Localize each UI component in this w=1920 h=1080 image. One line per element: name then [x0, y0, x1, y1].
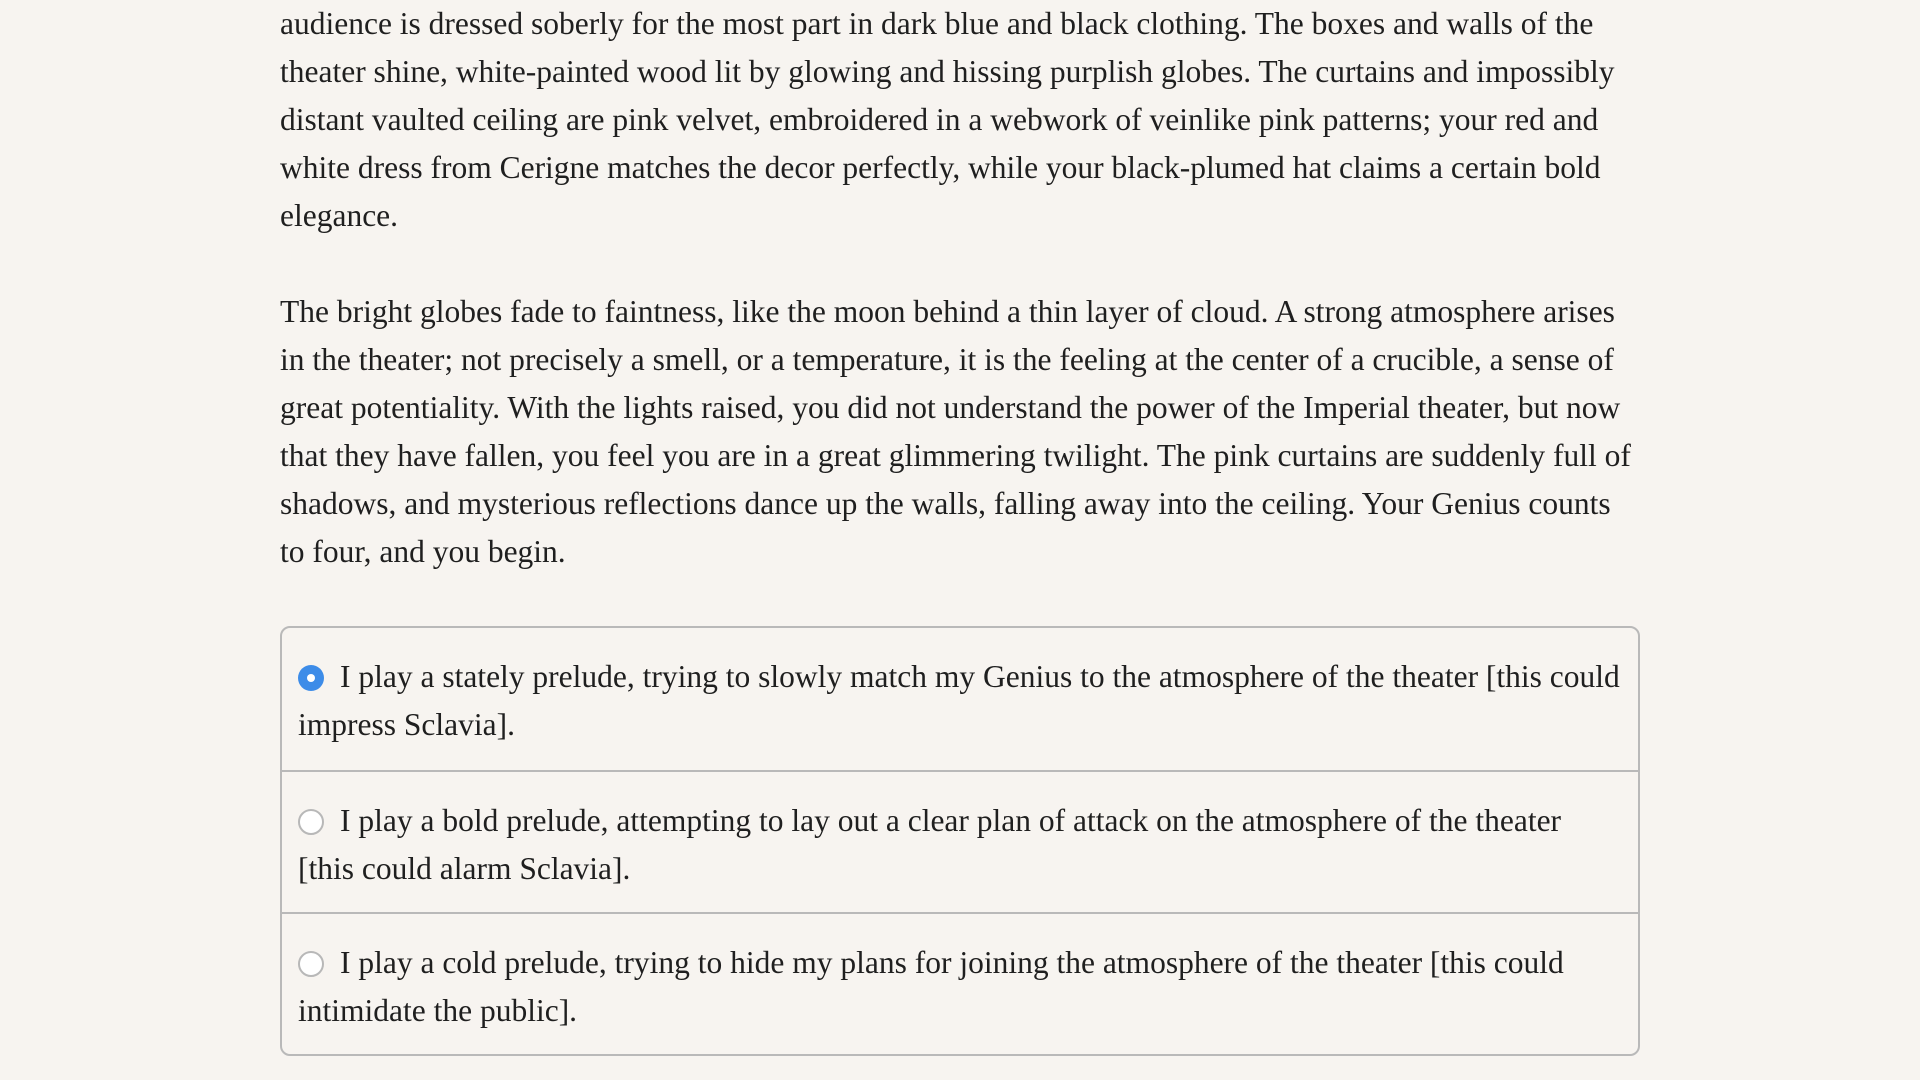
choice-option-cold-prelude[interactable] [282, 912, 1638, 1054]
choice-list [280, 626, 1640, 1056]
radio-unselected-icon[interactable] [298, 809, 324, 835]
choice-label: I play a stately prelude, trying to slowly match my Genius to the atmosphere of the theater [this could impress Sclavia]. [298, 659, 1620, 742]
choice-option-bold-prelude[interactable] [282, 770, 1638, 912]
choice-label: I play a cold prelude, trying to hide my plans for joining the atmosphere of the theater [this could intimidate the public]. [298, 945, 1564, 1028]
radio-selected-icon[interactable] [298, 665, 324, 691]
choice-option-stately-prelude[interactable] [282, 628, 1638, 770]
choice-label: I play a bold prelude, attempting to lay out a clear plan of attack on the atmosphere of the theater [this could alarm Sclavia]. [298, 803, 1562, 886]
radio-unselected-icon[interactable] [298, 951, 324, 977]
story-paragraph: The bright globes fade to faintness, like the moon behind a thin layer of cloud. A strong atmosphere arises in the theater; not precisely a smell, or a temperature, it is the feeling at the center of a crucible, a sense of great potentiality. With the lights raised, you did not understand the power of the Imperial theater, but now that they have fallen, you feel you are in a great glimmering twilight. The pink curtains are suddenly full of shadows, and mysterious reflections dance up the walls, falling away into the ceiling. Your Genius counts to four, and you begin. [280, 294, 1631, 569]
story-paragraph: audience is dressed soberly for the most part in dark blue and black clothing. The boxes and walls of the theater shine, white-painted wood lit by glowing and hissing purplish globes. The curtains and impossibly distant vaulted ceiling are pink velvet, embroidered in a webwork of veinlike pink patterns; your red and white dress from Cerigne matches the decor perfectly, while your black-plumed hat claims a certain bold elegance. [280, 6, 1615, 233]
